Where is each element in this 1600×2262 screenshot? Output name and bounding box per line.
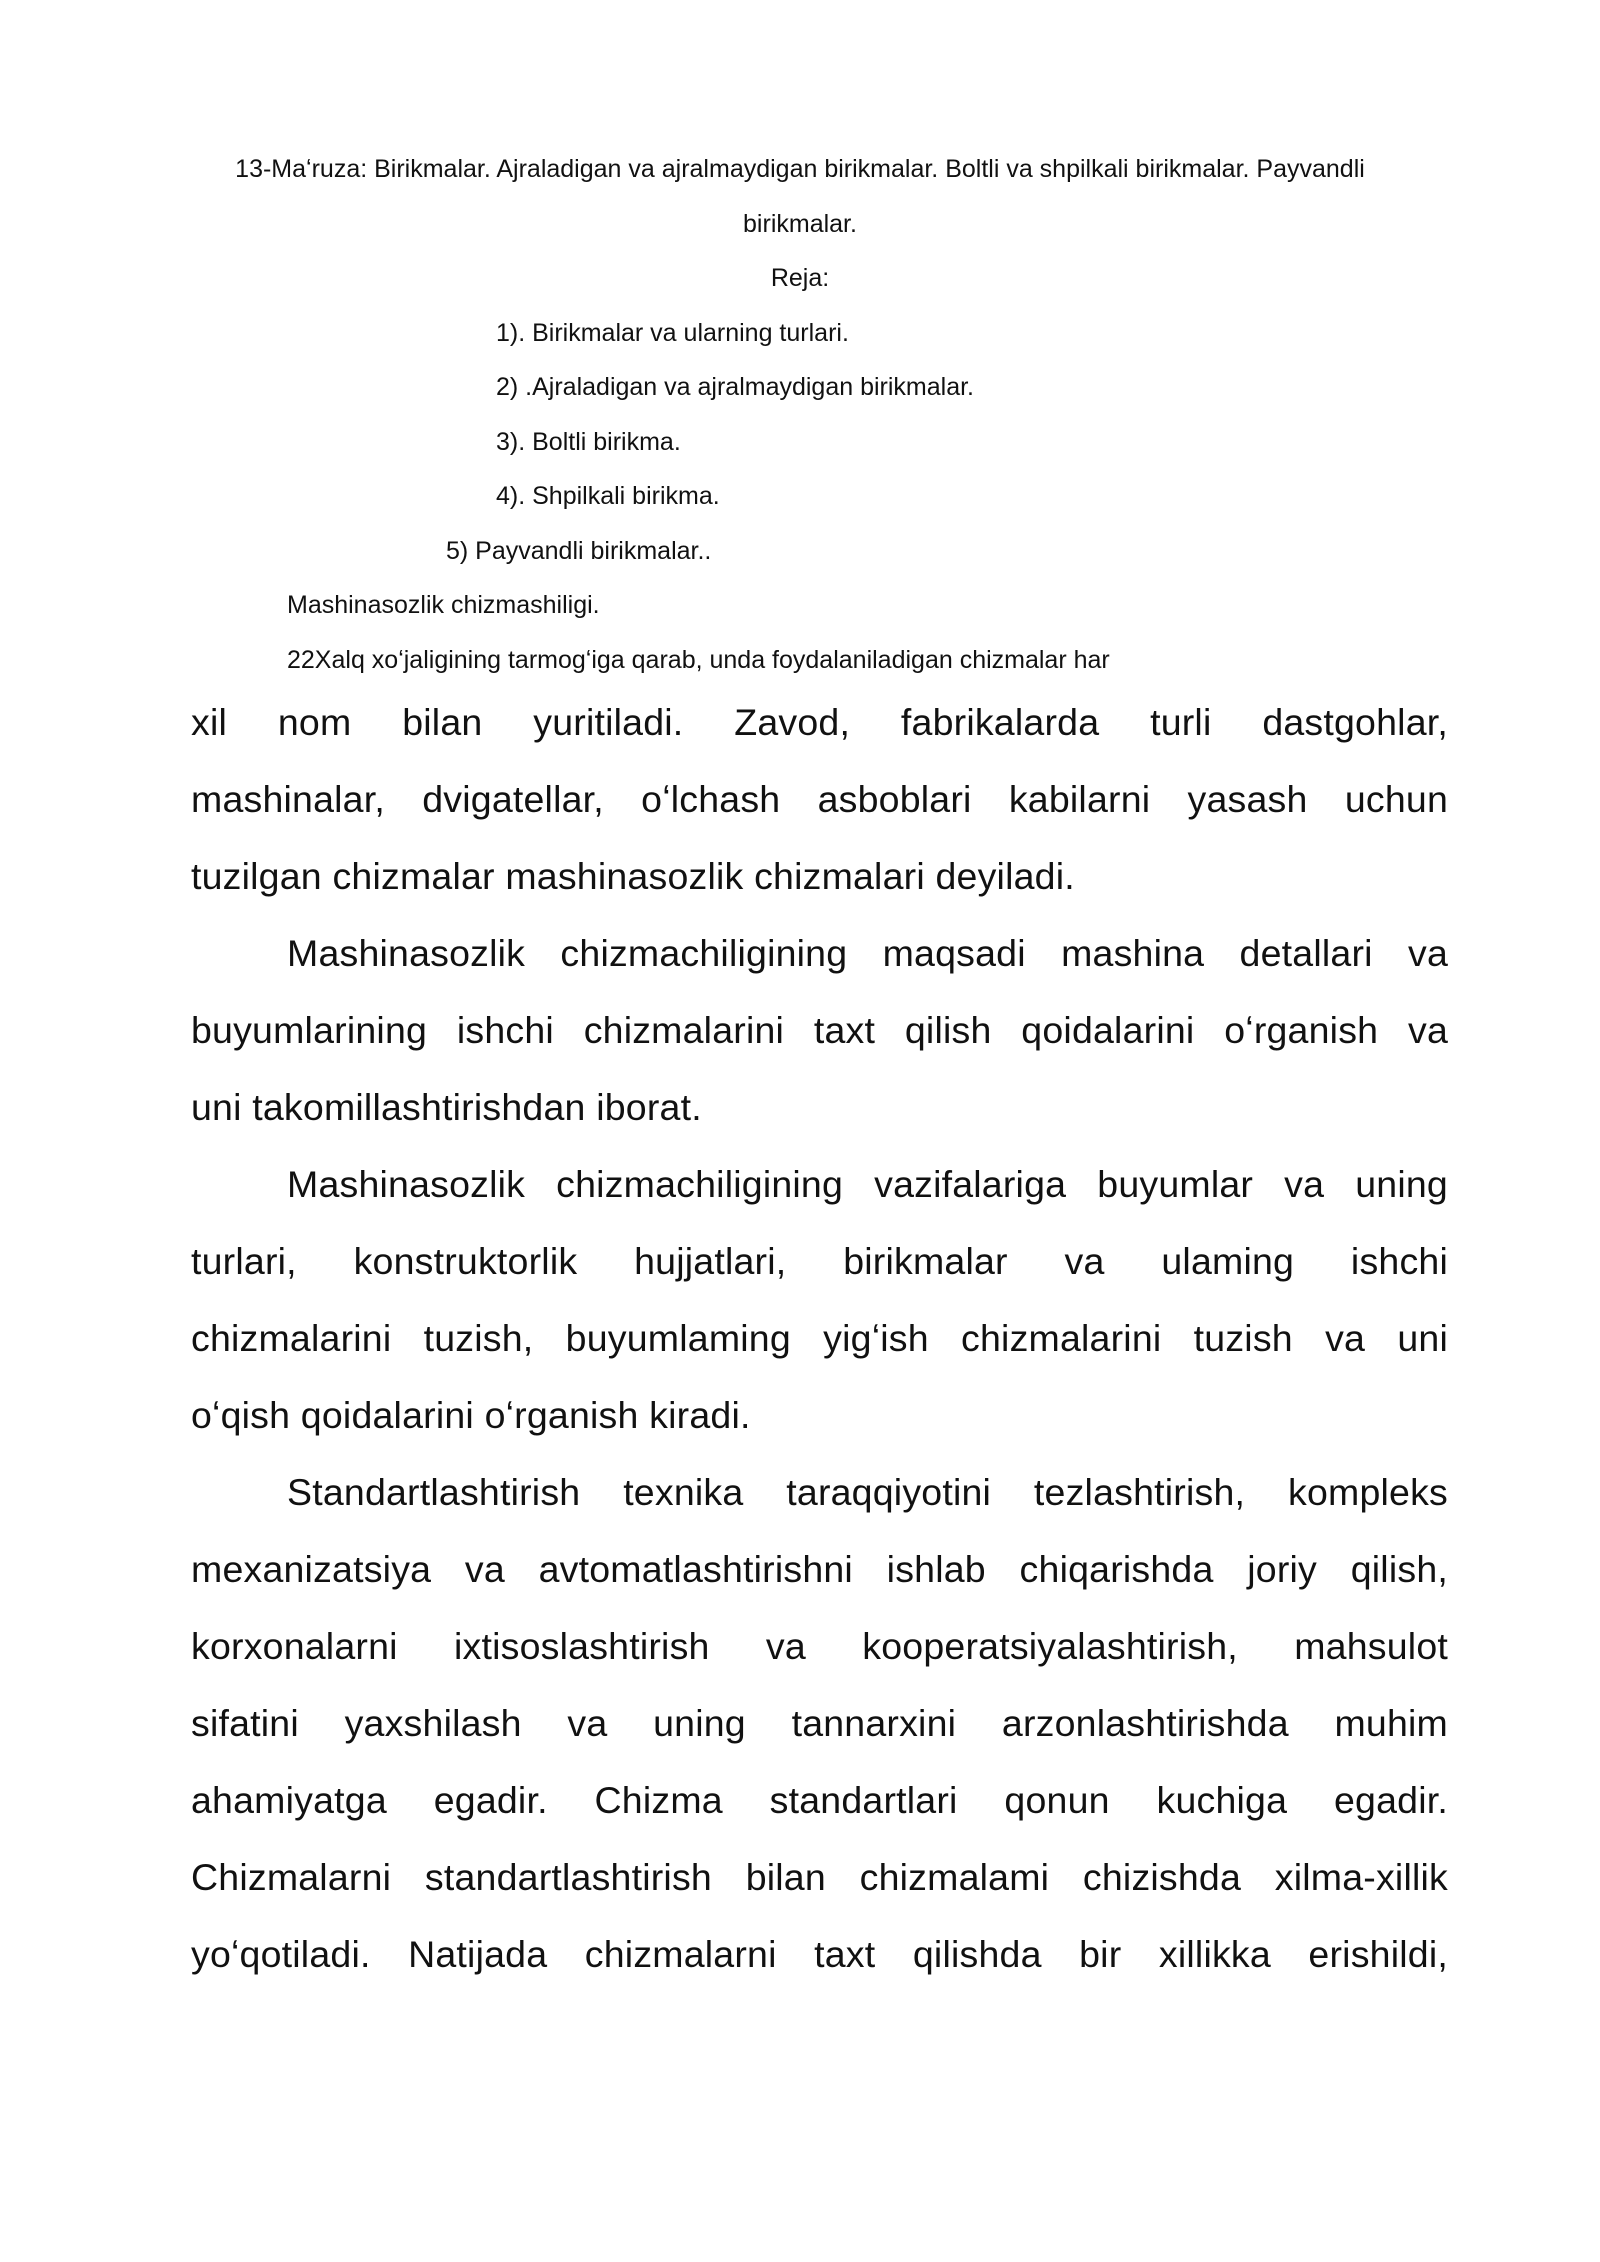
text-line: oʻqish qoidalarini oʻrganish kiradi. bbox=[191, 1394, 751, 1436]
text-line: ahamiyatga egadir. Chizma standartlari qonun kuchiga egadir. bbox=[191, 1779, 1448, 1821]
lecture-title-line-2: birikmalar. bbox=[743, 210, 857, 238]
text-line: Mashinasozlik chizmachiligining maqsadi mashina detallari va bbox=[287, 932, 1448, 974]
section-title: Mashinasozlik chizmashiligi. bbox=[287, 591, 600, 619]
paragraph bbox=[191, 684, 1448, 915]
text-line: Standartlashtirish texnika taraqqiyotini tezlashtirish, kompleks bbox=[287, 1471, 1448, 1513]
plan-item: 2) .Ajraladigan va ajralmaydigan birikmalar. bbox=[496, 373, 975, 401]
paragraph bbox=[191, 915, 1448, 1146]
paragraph bbox=[191, 1146, 1448, 1454]
text-line: korxonalarni ixtisoslashtirish va kooperatsiyalashtirish, mahsulot bbox=[191, 1625, 1448, 1667]
text-line: Mashinasozlik chizmachiligining vazifalariga buyumlar va uning bbox=[287, 1163, 1448, 1205]
text-line: uni takomillashtirishdan iborat. bbox=[191, 1086, 702, 1128]
text-line: buyumlarining ishchi chizmalarini taxt qilish qoidalarini oʻrganish va bbox=[191, 1009, 1448, 1051]
plan-heading: Reja: bbox=[770, 264, 830, 292]
text-line: Chizmalarni standartlashtirish bilan chizmalami chizishda xilma-xillik bbox=[191, 1856, 1448, 1898]
lecture-title-line-1: 13-Maʻruza: Birikmalar. Ajraladigan va ajralmaydigan birikmalar. Boltli va shpilkali birikmalar. Payvandli bbox=[235, 155, 1365, 183]
plan-item: 1). Birikmalar va ularning turlari. bbox=[496, 319, 849, 347]
text-line: xil nom bilan yuritiladi. Zavod, fabrikalarda turli dastgohlar, bbox=[191, 701, 1448, 743]
text-line: yoʻqotiladi. Natijada chizmalarni taxt qilishda bir xillikka erishildi, bbox=[191, 1933, 1448, 1975]
text-line: turlari, konstruktorlik hujjatlari, birikmalar va ulaming ishchi bbox=[191, 1240, 1448, 1282]
text-line: chizmalarini tuzish, buyumlaming yigʻish chizmalarini tuzish va uni bbox=[191, 1317, 1448, 1359]
paragraph bbox=[191, 1454, 1448, 1993]
plan-item: 5) Payvandli birikmalar.. bbox=[446, 537, 712, 565]
text-line: mashinalar, dvigatellar, oʻlchash asboblari kabilarni yasash uchun bbox=[191, 778, 1448, 820]
plan-item: 3). Boltli birikma. bbox=[496, 428, 681, 456]
intro-line: 22Xalq xoʻjaligining tarmogʻiga qarab, unda foydalaniladigan chizmalar har bbox=[287, 646, 1110, 674]
body-text bbox=[191, 684, 1448, 1993]
text-line: tuzilgan chizmalar mashinasozlik chizmalari deyiladi. bbox=[191, 855, 1075, 897]
text-line: mexanizatsiya va avtomatlashtirishni ishlab chiqarishda joriy qilish, bbox=[191, 1548, 1448, 1590]
text-line: sifatini yaxshilash va uning tannarxini arzonlashtirishda muhim bbox=[191, 1702, 1448, 1744]
plan-item: 4). Shpilkali birikma. bbox=[496, 482, 720, 510]
